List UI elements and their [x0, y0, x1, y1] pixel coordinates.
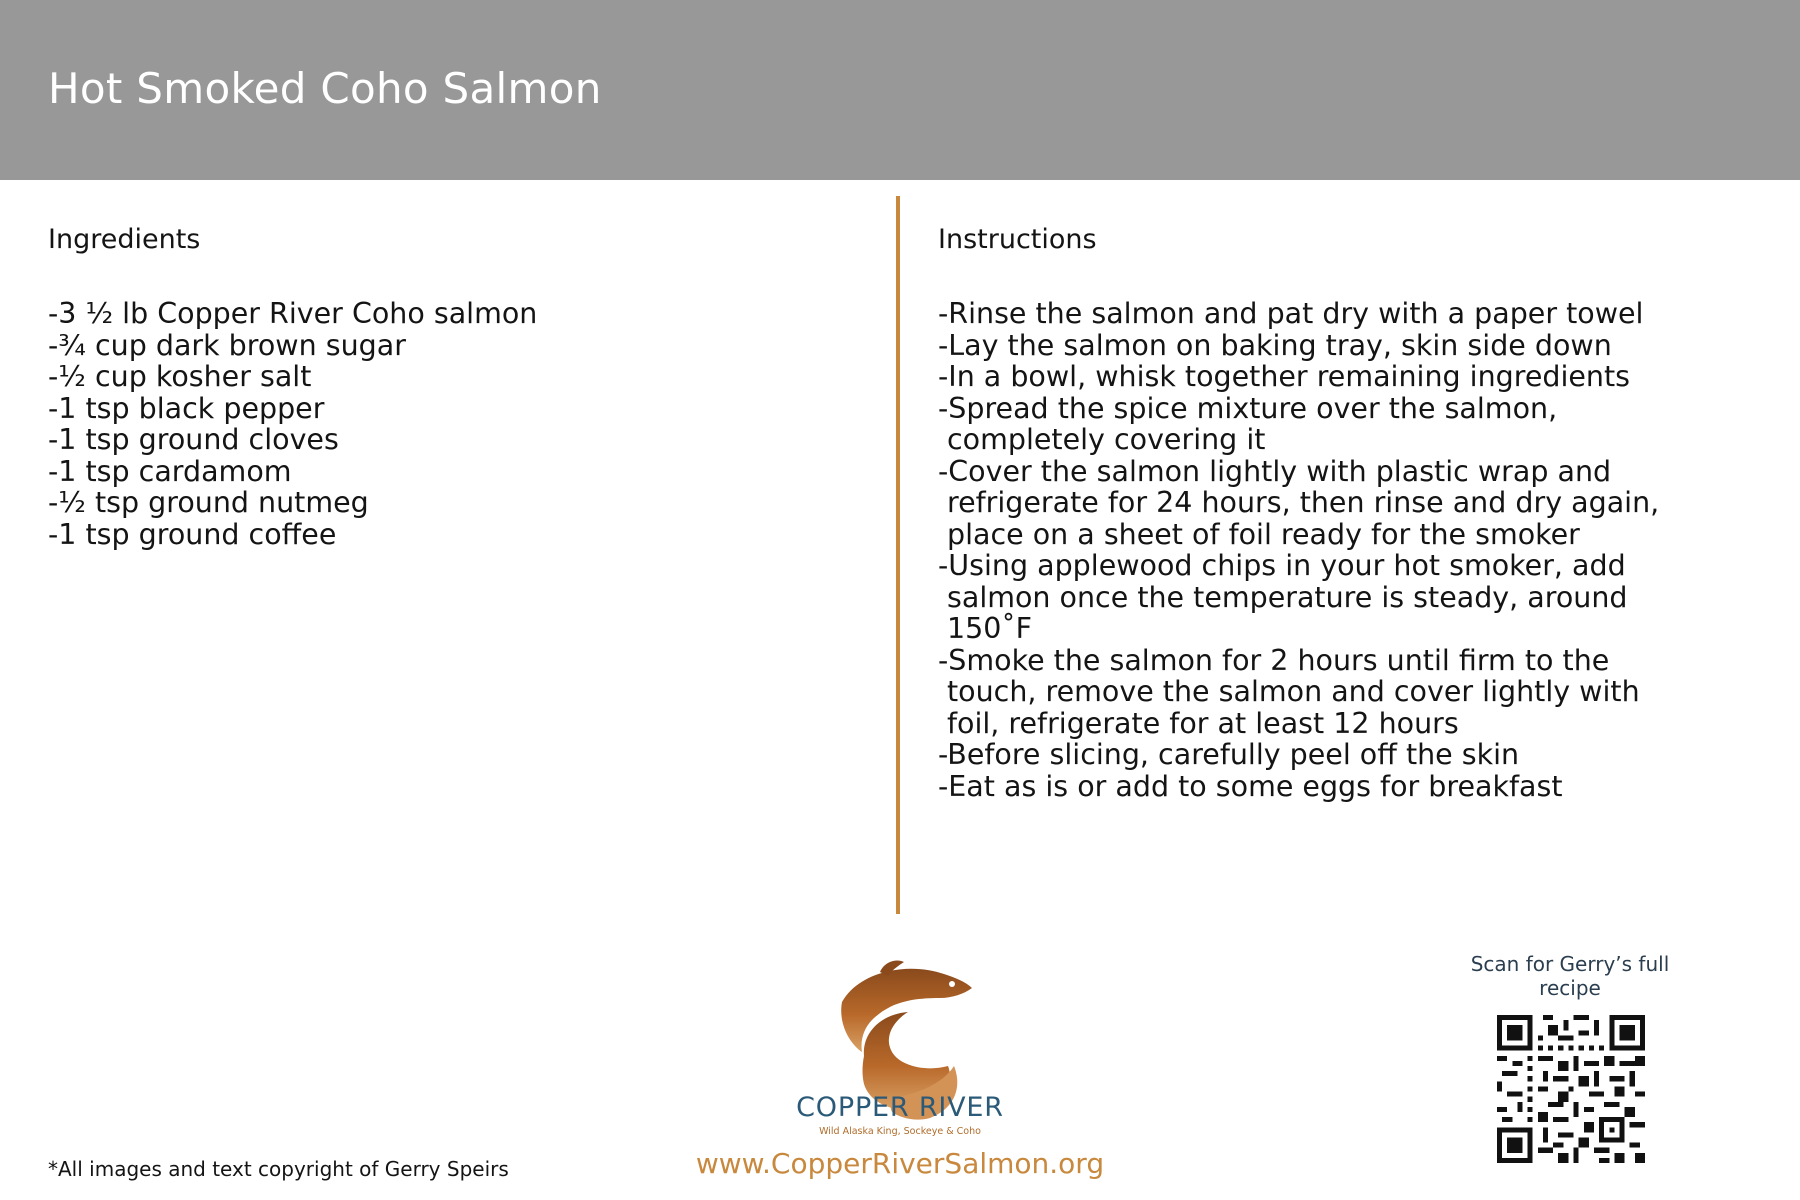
instruction-line: -Cover the salmon lightly with plastic wrap and: [938, 454, 1612, 488]
instruction-line: foil, refrigerate for at least 12 hours: [947, 706, 1459, 740]
ingredients-list: [48, 298, 868, 550]
scan-caption: Scan for Gerry’s full recipe: [1470, 952, 1670, 1000]
ingredient-item: -1 tsp ground cloves: [48, 423, 339, 456]
ingredient-item: -½ tsp ground nutmeg: [48, 486, 369, 519]
instruction-line: -Eat as is or add to some eggs for breakfast: [938, 769, 1563, 803]
ingredient-item: -1 tsp ground coffee: [48, 517, 337, 551]
instructions-section: [938, 222, 1758, 802]
ingredient-item: -¾ cup dark brown sugar: [48, 328, 406, 362]
ingredients-section: [48, 222, 868, 550]
column-divider: [896, 196, 900, 914]
page-title: Hot Smoked Coho Salmon: [48, 64, 602, 113]
instruction-line: 150˚F: [947, 612, 1033, 645]
qr-code-icon[interactable]: [1497, 1015, 1645, 1163]
instruction-line: -Spread the spice mixture over the salmon,: [938, 391, 1558, 425]
instruction-line: place on a sheet of foil ready for the smoker: [947, 517, 1580, 551]
instruction-line: refrigerate for 24 hours, then rinse and dry again,: [947, 486, 1660, 519]
instruction-line: -Before slicing, carefully peel off the skin: [938, 738, 1520, 771]
instruction-line: -Using applewood chips in your hot smoker, add: [938, 549, 1626, 582]
header-bar: [0, 0, 1800, 180]
instruction-line: completely covering it: [947, 423, 1266, 456]
instruction-line: -In a bowl, whisk together remaining ingredients: [938, 360, 1630, 393]
instructions-heading: Instructions: [938, 224, 1097, 255]
instruction-line: -Rinse the salmon and pat dry with a paper towel: [938, 297, 1644, 330]
instructions-list: [938, 298, 1758, 802]
ingredient-item: -1 tsp black pepper: [48, 391, 325, 425]
brand-name: COPPER RIVER: [796, 1092, 1004, 1123]
instruction-line: salmon once the temperature is steady, around: [947, 580, 1628, 614]
copyright-note: *All images and text copyright of Gerry Speirs: [48, 1157, 509, 1181]
instruction-line: touch, remove the salmon and cover lightly with: [947, 675, 1640, 708]
brand-tagline: Wild Alaska King, Sockeye & Coho: [819, 1126, 981, 1137]
ingredients-heading: Ingredients: [48, 224, 201, 255]
ingredient-item: -1 tsp cardamom: [48, 454, 292, 488]
ingredient-item: -3 ½ lb Copper River Coho salmon: [48, 297, 538, 330]
ingredient-item: -½ cup kosher salt: [48, 360, 312, 393]
instruction-line: -Smoke the salmon for 2 hours until firm to the: [938, 643, 1610, 677]
instruction-line: -Lay the salmon on baking tray, skin side down: [938, 328, 1612, 362]
website-link[interactable]: www.CopperRiverSalmon.org: [695, 1147, 1105, 1180]
